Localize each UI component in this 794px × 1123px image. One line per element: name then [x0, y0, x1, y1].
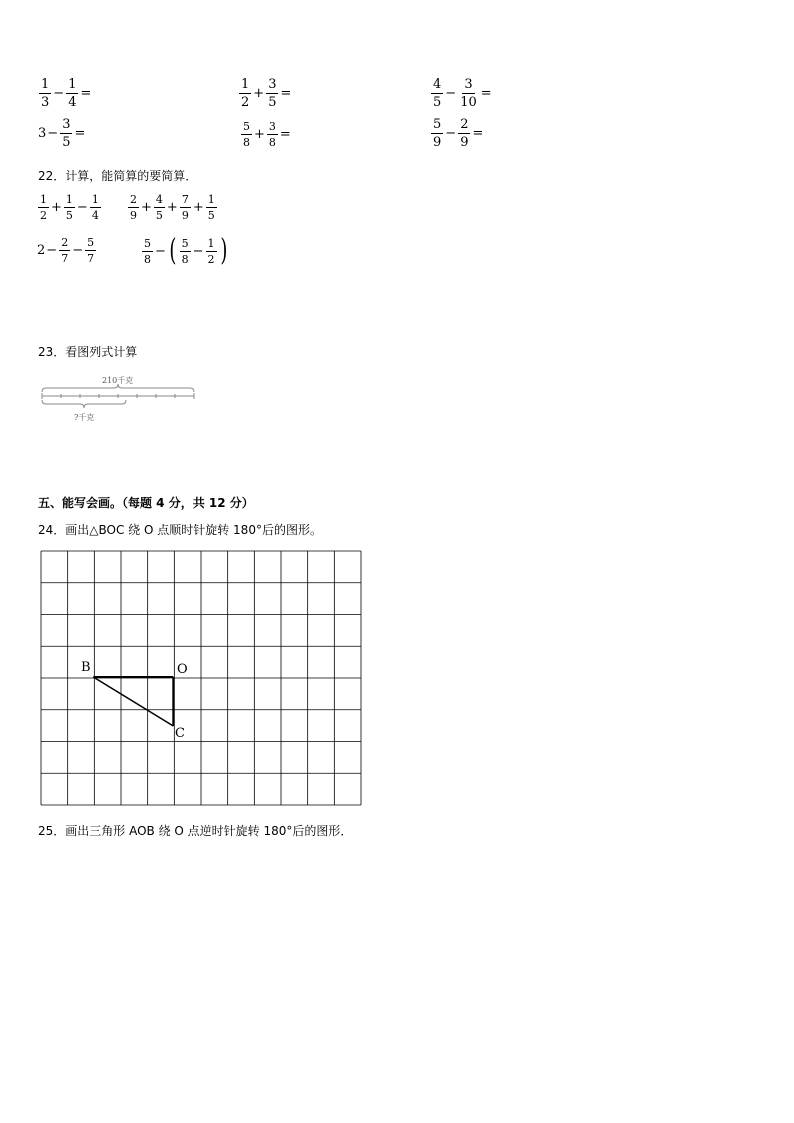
- fraction: $\frac{5}{8}$: [243, 120, 250, 149]
- fraction: $\frac{7}{9}$: [181, 193, 189, 222]
- fraction: $\frac{1}{2}$: [40, 193, 47, 222]
- expr-row1-b: $\frac{1}{2}$ + $\frac{3}{5}$ =: [241, 77, 292, 110]
- q22-expr-3: 2 − $\frac{2}{7}$ − $\frac{5}{7}$: [37, 236, 95, 265]
- fraction: $\frac{1}{2}$: [207, 236, 215, 266]
- question-24-title: 24．画出△BOC 绕 O 点顺时针旋转 180°后的图形。: [38, 523, 322, 537]
- point-b-label: B: [81, 660, 91, 675]
- expr-row1-c: $\frac{4}{5}$ − $\frac{3}{10}$ =: [433, 77, 492, 110]
- drawing-grid[interactable]: [40, 550, 362, 806]
- expr-row1-a: $\frac{1}{3}$ − $\frac{1}{4}$ =: [41, 77, 92, 110]
- fraction: $\frac{3}{8}$: [268, 120, 276, 149]
- section-5-title: 五、能写会画。（每题 4 分，共 12 分）: [38, 496, 254, 510]
- fraction: $\frac{4}{5}$: [433, 77, 442, 110]
- q22-expr-1: $\frac{1}{2}$ + $\frac{1}{5}$ − $\frac{1}{4}$: [40, 193, 99, 222]
- fraction: $\frac{3}{5}$: [268, 77, 277, 110]
- segment-top-label: 210千克: [102, 376, 134, 385]
- point-c-label: C: [175, 726, 185, 741]
- segment-bottom-label: ?千克: [74, 413, 95, 422]
- fraction: $\frac{5}{8}$: [144, 236, 151, 266]
- q22-expr-4: $\frac{5}{8}$ − ( $\frac{5}{8}$ − $\frac{1}{2}$ ): [144, 233, 227, 268]
- point-o-label: O: [177, 662, 188, 677]
- fraction: $\frac{2}{9}$: [130, 193, 137, 222]
- expr-row2-c: $\frac{5}{9}$ − $\frac{2}{9}$ =: [433, 117, 484, 150]
- fraction: $\frac{5}{7}$: [87, 236, 95, 265]
- fraction: $\frac{1}{3}$: [41, 77, 50, 110]
- fraction: $\frac{1}{4}$: [91, 193, 99, 222]
- fraction: $\frac{1}{2}$: [241, 77, 250, 110]
- fraction: $\frac{1}{4}$: [68, 77, 77, 110]
- segment-bc: [93, 677, 173, 726]
- fraction: $\frac{1}{5}$: [207, 193, 215, 222]
- fraction: $\frac{2}{7}$: [61, 236, 69, 265]
- question-25-title: 25．画出三角形 AOB 绕 O 点逆时针旋转 180°后的图形．: [38, 824, 353, 838]
- fraction: $\frac{3}{5}$: [62, 117, 71, 150]
- q22-expr-2: $\frac{2}{9}$ + $\frac{4}{5}$ + $\frac{7}{9}$ + $\frac{1}{5}$: [130, 193, 215, 222]
- expr-row2-a: 3 − $\frac{3}{5}$ =: [38, 117, 86, 150]
- fraction: $\frac{5}{8}$: [181, 236, 189, 266]
- fraction: $\frac{5}{9}$: [433, 117, 442, 150]
- segment-diagram: [38, 384, 200, 412]
- fraction: $\frac{4}{5}$: [155, 193, 163, 222]
- fraction: $\frac{1}{5}$: [65, 193, 73, 222]
- question-23-title: 23．看图列式计算: [38, 345, 138, 359]
- fraction: $\frac{3}{10}$: [460, 77, 477, 110]
- fraction: $\frac{2}{9}$: [460, 117, 469, 150]
- expr-row2-b: $\frac{5}{8}$ + $\frac{3}{8}$ =: [243, 120, 291, 149]
- question-22-title: 22．计算，能简算的要简算．: [38, 169, 198, 183]
